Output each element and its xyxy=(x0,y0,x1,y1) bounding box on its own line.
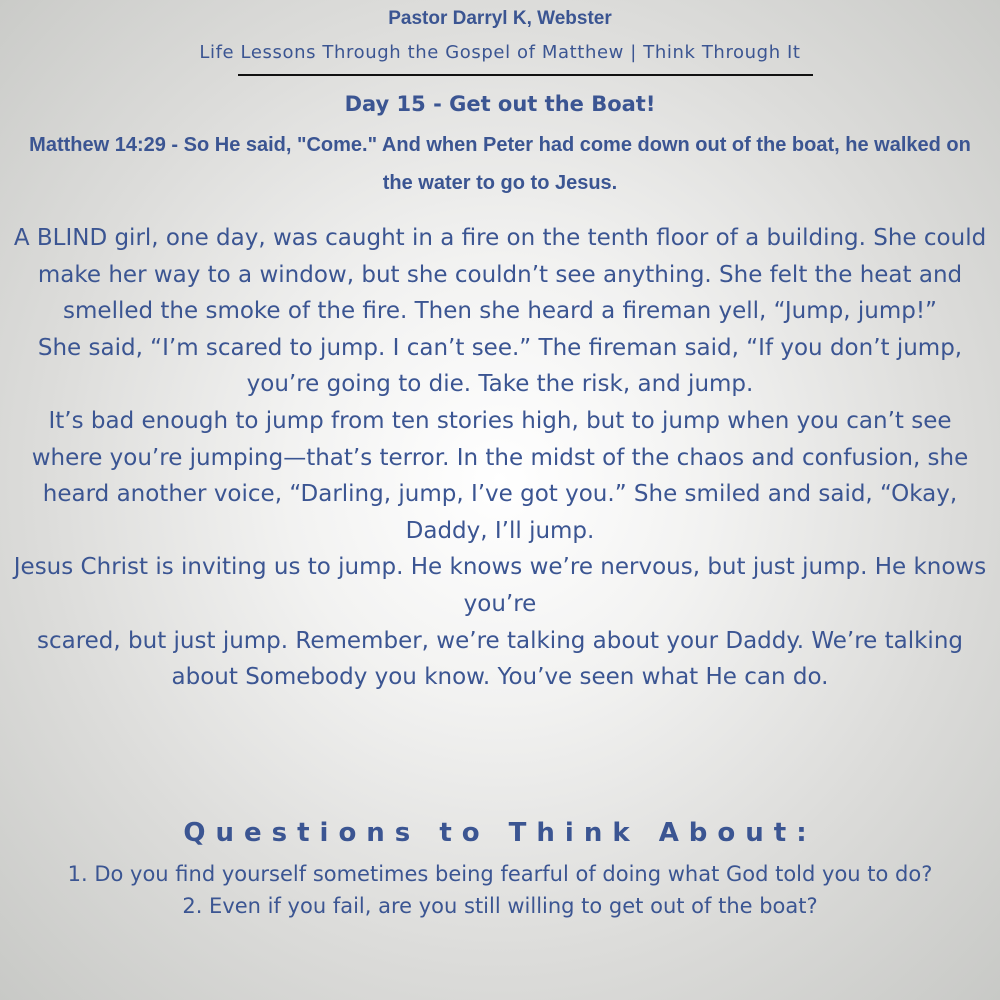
story-body xyxy=(12,220,988,696)
question-item: 1. Do you find yourself sometimes being fearful of doing what God told you to do? xyxy=(67,862,933,886)
day-title: Day 15 - Get out the Boat! xyxy=(344,92,656,116)
story-paragraph: A BLIND girl, one day, was caught in a fire on the tenth floor of a building. She could make her way to a window, but she couldn’t see anything. She felt the heat and smelled the smoke of the fire. Then she heard a fireman yell, “Jump, jump!” xyxy=(13,225,987,325)
scripture-verse: Matthew 14:29 - So He said, "Come." And when Peter had come down out of the boat, he walked on the water to go to Jesus. xyxy=(29,134,971,194)
author-name: Pastor Darryl K, Webster xyxy=(388,8,612,29)
series-title: Life Lessons Through the Gospel of Matthew | Think Through It xyxy=(199,42,801,63)
story-paragraph: She said, “I’m scared to jump. I can’t see.” The fireman said, “If you don’t jump, you’re going to die. Take the risk, and jump. xyxy=(37,334,963,398)
question-item: 2. Even if you fail, are you still willing to get out of the boat? xyxy=(182,894,818,918)
story-paragraph: It’s bad enough to jump from ten stories high, but to jump when you can’t see where you’re jumping—that’s terror. In the midst of the chaos and confusion, she heard another voice, “Darling, jump, I’ve got you.” She smiled and said, “Okay, Daddy, I’ll jump. xyxy=(31,407,969,544)
story-paragraph: scared, but just jump. Remember, we’re talking about your Daddy. We’re talking about Somebody you know. You’ve seen what He can do. xyxy=(36,627,963,691)
story-paragraph: Jesus Christ is inviting us to jump. He knows we’re nervous, but just jump. He knows you’re xyxy=(13,554,987,617)
header-divider xyxy=(238,74,813,76)
questions-heading: Questions to Think About: xyxy=(183,818,817,848)
questions-list xyxy=(30,858,970,922)
